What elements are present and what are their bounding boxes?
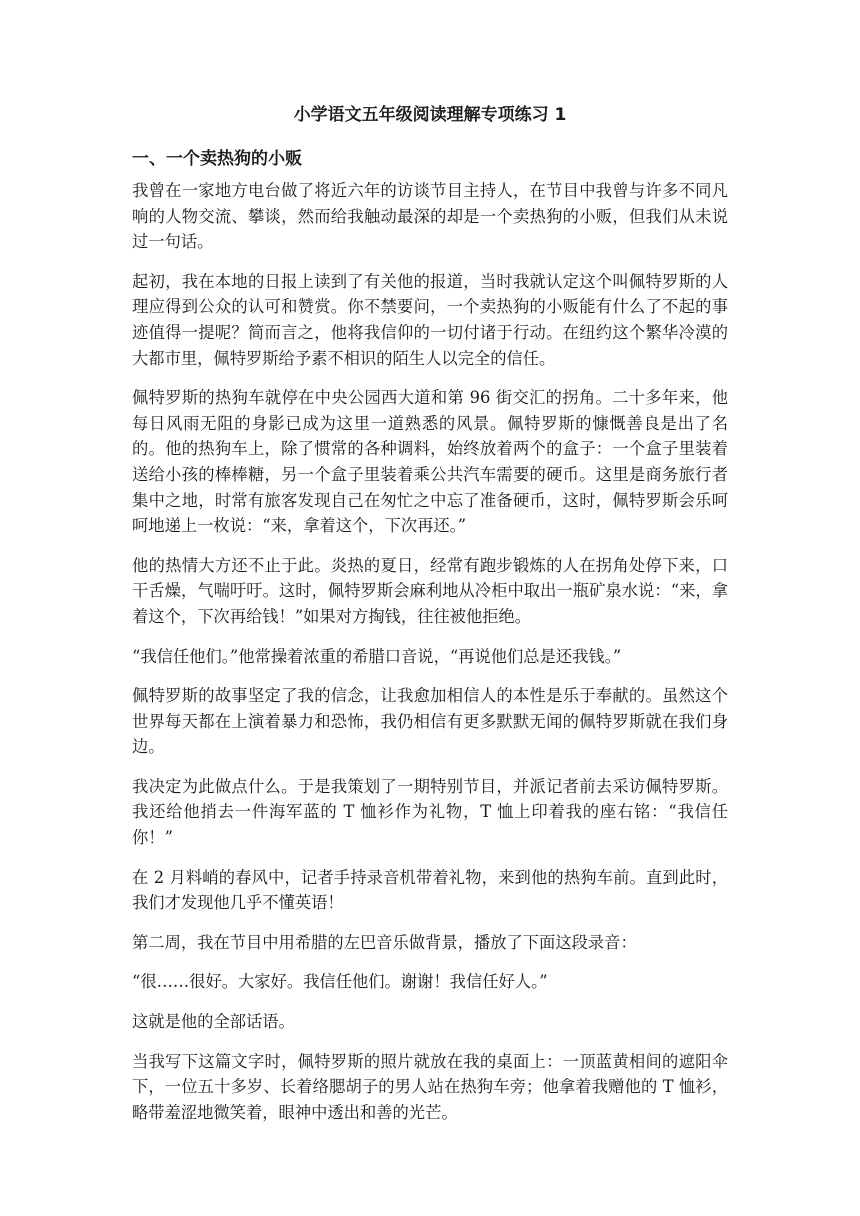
paragraph: 这就是他的全部话语。: [132, 1012, 295, 1032]
paragraph: 佩特罗斯的热狗车就停在中央公园西大道和第 96 街交汇的拐角。二十多年来，他每日风雨无阻的身影已成为这里一道熟悉的风景。佩特罗斯的慷慨善良是出了名 的。他的热狗车上，除了惯常的各种调料，始终放着两个的盒子：一个盒子里装着送给小孩的棒棒糖，另一个盒子里装着乘公共汽车需要的硬币。这里是商务旅行者 集中之地，时常有旅客发现自己在匆忙之中忘了准备硬币，这时，佩特罗斯会乐呵呵地递上一枚说：“来，拿着这个，下次再还。”: [132, 388, 728, 536]
paragraph: “很……很好。大家好。我信任他们。谢谢！我信任好人。”: [132, 972, 548, 992]
article-body: [132, 178, 728, 1139]
paragraph: 起初，我在本地的日报上读到了有关他的报道，当时我就认定这个叫佩特罗斯的人理应得到公众的认可和赞赏。你不禁要问，一个卖热狗的小贩能有什么了不起的事 迹值得一提呢？简而言之，他将我信仰的一切付诸于行动。在纽约这个繁华冷漠的大都市里，佩特罗斯给予素不相识的陌生人以完全的信任。: [132, 271, 728, 368]
section-heading: 一、一个卖热狗的小贩: [132, 149, 302, 169]
document-title: 小学语文五年级阅读理解专项练习 1: [293, 105, 567, 125]
paragraph: 在 2 月料峭的春风中，记者手持录音机带着礼物，来到他的热狗车前。直到此时，我们才发现他几乎不懂英语！: [132, 867, 728, 913]
paragraph: 当我写下这篇文字时，佩特罗斯的照片就放在我的桌面上：一顶蓝黄相间的遮阳伞下，一位五十多岁、长着络腮胡子的男人站在热狗车旁；他拿着我赠他的 T 恤衫，略带羞涩地微笑着，眼神中透出和善的光芒。: [132, 1051, 728, 1122]
paragraph: 我决定为此做点什么。于是我策划了一期特别节目，并派记者前去采访佩特罗斯。我还给他捎去一件海军蓝的 T 恤衫作为礼物，T 恤上印着我的座右铭：“我信任你！”: [132, 776, 728, 848]
paragraph: 佩特罗斯的故事坚定了我的信念，让我愈加相信人的本性是乐于奉献的。虽然这个世界每天都在上演着暴力和恐怖，我仍相信有更多默默无闻的佩特罗斯就在我们身边。: [132, 686, 728, 757]
paragraph: “我信任他们。”他常操着浓重的希腊口音说，“再说他们总是还我钱。”: [132, 646, 622, 666]
paragraph: 第二周，我在节目中用希腊的左巴音乐做背景，播放了下面这段录音：: [132, 932, 637, 952]
paragraph: 我曾在一家地方电台做了将近六年的访谈节目主持人，在节目中我曾与许多不同凡响的人物交流、攀谈，然而给我触动最深的却是一个卖热狗的小贩，但我们从未说过一句话。: [132, 181, 728, 252]
paragraph: 他的热情大方还不止于此。炎热的夏日，经常有跑步锻炼的人在拐角处停下来，口干舌燥，气喘吁吁。这时，佩特罗斯会麻利地从冷柜中取出一瓶矿泉水说：“来，拿着这个，下次再给钱！”如果对方掏钱，往往被他拒绝。: [132, 555, 728, 626]
